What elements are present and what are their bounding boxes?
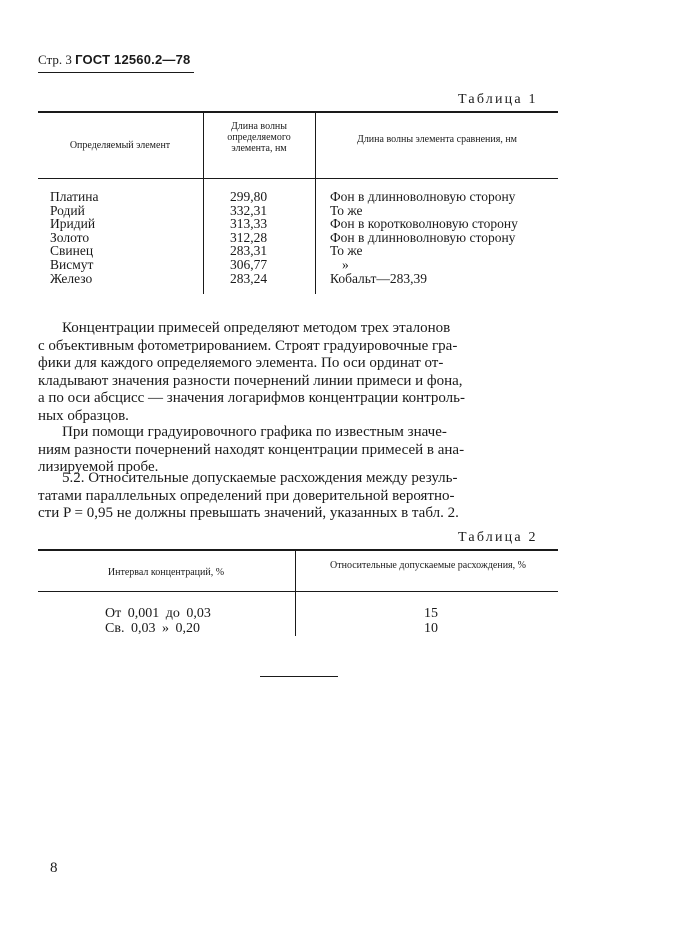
- table1-cell-element: Платина: [50, 189, 99, 204]
- table2-cell-value: 15: [424, 606, 438, 621]
- page-label: Стр. 3: [38, 52, 72, 67]
- table2-cell-interval: От 0,001 до 0,03: [105, 606, 211, 621]
- table1-top-rule: [38, 111, 558, 113]
- table2-cell-interval: Св. 0,03 » 0,20: [105, 621, 200, 636]
- end-rule: [260, 676, 338, 677]
- table1-cell-element: Иридий: [50, 216, 96, 232]
- table2-caption: Таблица 2: [458, 530, 538, 545]
- paragraph-method: [38, 320, 556, 426]
- text-line: ных образцов.: [38, 407, 129, 424]
- table1-header-rule: [38, 178, 558, 179]
- text-line: с объективным фотометрированием. Строят градуировочные гра-: [38, 337, 458, 354]
- table1-cell-comparison: То же: [330, 243, 363, 259]
- table1-cell-wavelength: 283,24: [230, 270, 268, 286]
- text-line: фики для каждого определяемого элемента. По оси ординат от-: [38, 355, 444, 372]
- paragraph-5-2: [38, 470, 556, 523]
- header-underline: [38, 72, 194, 73]
- table1-cell-wavelength: 332,31: [230, 202, 268, 218]
- table1-cell-wavelength: 312,28: [230, 229, 268, 245]
- table1-cell-wavelength: 283,31: [230, 243, 268, 259]
- table2-header-discrepancy: Относительные допускаемые расхождения, %: [330, 560, 526, 571]
- table1-header-element: Определяемый элемент: [69, 140, 171, 151]
- table1-cell-element: Висмут: [50, 256, 94, 272]
- table1-cell-comparison: Фон в длинноволновую сторону: [330, 229, 516, 245]
- table2-value-column: [424, 606, 438, 636]
- table1-cell-comparison: Фон в длинноволновую сторону: [330, 189, 516, 204]
- paragraph-graph: [38, 424, 556, 477]
- table1-cell-element: Родий: [50, 202, 85, 218]
- table2-top-rule: [38, 549, 558, 551]
- table2-col-divider: [295, 550, 296, 636]
- table1-element-column: [50, 190, 98, 285]
- table1-header-comparison: Длина волны элемента сравнения, нм: [357, 134, 517, 145]
- table1-cell-wavelength: 313,33: [230, 216, 268, 232]
- text-line: При помощи градуировочного графика по известным значе-: [62, 424, 447, 440]
- table1-cell-element: Железо: [50, 270, 93, 286]
- table2-interval-column: [105, 606, 211, 636]
- table1-cell-wavelength: 306,77: [230, 256, 268, 272]
- table1-cell-element: Свинец: [50, 243, 94, 259]
- table1-cell-comparison: То же: [330, 202, 363, 218]
- table1-header-wavelength: Длина волны определяемого элемента, нм: [227, 121, 291, 154]
- text-line: 5.2. Относительные допускаемые расхождения между резуль-: [62, 470, 458, 486]
- running-header: [38, 52, 190, 68]
- standard-number: ГОСТ 12560.2—78: [75, 52, 191, 67]
- table1-cell-comparison: »: [342, 256, 349, 272]
- text-line: а по оси абсцисс — значения логарифмов концентрации контроль-: [38, 390, 466, 407]
- table1-cell-element: Золото: [50, 229, 90, 245]
- table1-caption: Таблица 1: [458, 92, 538, 107]
- table2-header-interval: Интервал концентраций, %: [107, 567, 225, 578]
- text-line: Концентрации примесей определяют методом трех эталонов: [62, 320, 451, 336]
- table1-wavelength-column: [230, 190, 267, 285]
- table1-col-divider-1: [203, 112, 204, 294]
- page-number: 8: [50, 860, 58, 876]
- table2-header-rule: [38, 591, 558, 592]
- text-line: татами параллельных определений при доверительной вероятно-: [38, 487, 455, 504]
- table2-cell-value: 10: [424, 621, 438, 636]
- table1-col-divider-2: [315, 112, 316, 294]
- table1-cell-wavelength: 299,80: [230, 189, 268, 204]
- table1-cell-comparison: Кобальт—283,39: [330, 270, 427, 286]
- text-line: сти P = 0,95 не должны превышать значений, указанных в табл. 2.: [38, 505, 459, 522]
- text-line: ниям разности почернений находят концентрации примесей в ана-: [38, 441, 465, 458]
- text-line: кладывают значения разности почернений линии примеси и фона,: [38, 372, 463, 389]
- table1-comparison-column: [330, 190, 518, 285]
- table1-cell-comparison: Фон в коротковолновую сторону: [330, 216, 518, 232]
- text-line: лизируемой пробе.: [38, 459, 159, 476]
